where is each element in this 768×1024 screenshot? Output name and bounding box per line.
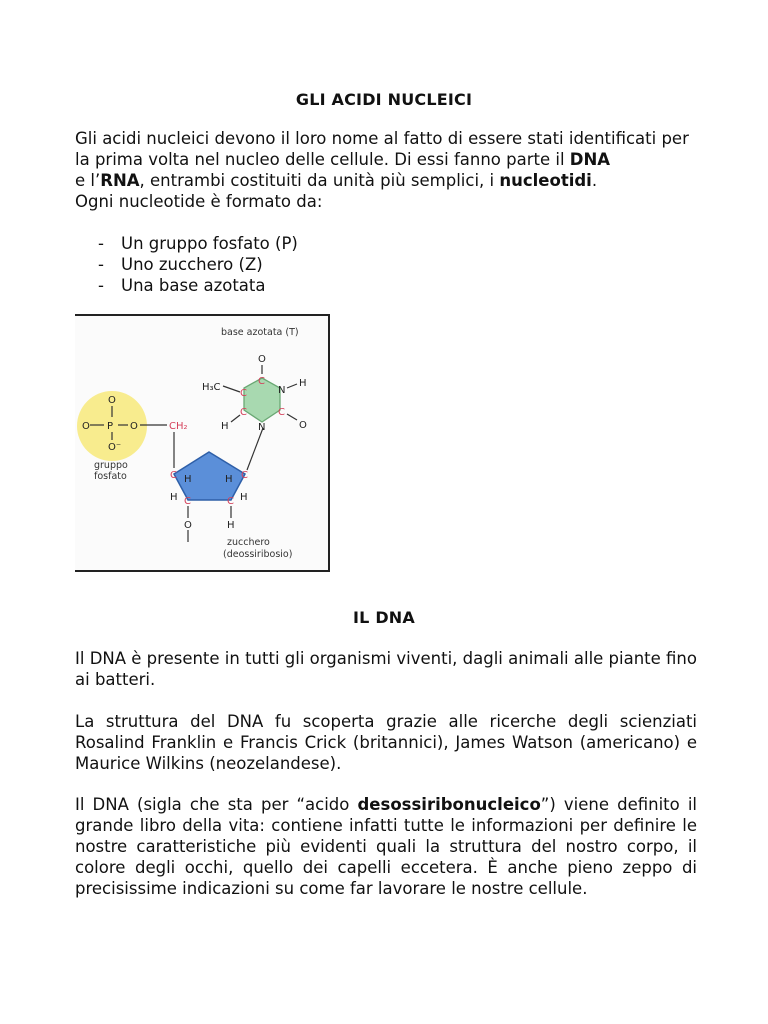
ch2-group: CH₂ bbox=[169, 421, 188, 432]
list-bullet: - bbox=[98, 276, 104, 295]
p3-bold-term: desossiribonucleico bbox=[357, 795, 541, 814]
base-n-bottom: N bbox=[258, 422, 266, 433]
intro-nucleotidi-bold: nucleotidi bbox=[499, 171, 592, 190]
base-c-left-top: C bbox=[240, 388, 247, 399]
paragraph-dna-presence: Il DNA è presente in tutti gli organismi viventi, dagli animali alle piante fino ai batteri. bbox=[75, 649, 697, 689]
list-item-text: Una base azotata bbox=[121, 276, 266, 295]
intro-text-3: , entrambi costituiti da unità più semplici, i bbox=[139, 171, 500, 190]
base-o-right: O bbox=[299, 420, 307, 431]
p3-text-2: ”) viene definito il grande libro della vita: contiene infatti tutte le informazioni per definire le nostre caratteristiche più evidenti quali la struttura del nostro corpo, il colore degli occhi, quello dei capelli eccetera. È anche pieno zeppo di precisissime indicazioni su come far lavorare le nostre cellule. bbox=[75, 795, 698, 898]
sugar-label-1: zucchero bbox=[227, 537, 270, 548]
base-c-left-bottom: C bbox=[240, 407, 247, 418]
base-h-n: H bbox=[299, 378, 307, 389]
base-h-left: H bbox=[221, 421, 229, 432]
base-o-top: O bbox=[258, 354, 266, 365]
base-h3c: H₃C bbox=[202, 382, 221, 393]
list-bullet: - bbox=[98, 234, 104, 253]
p3-text-1: Il DNA (sigla che sta per “acido bbox=[75, 795, 358, 814]
nucleotide-svg bbox=[75, 316, 328, 570]
document-title: GLI ACIDI NUCLEICI bbox=[295, 90, 473, 109]
list-item-text: Uno zucchero (Z) bbox=[121, 255, 263, 274]
list-item bbox=[98, 254, 298, 275]
intro-text-4: . bbox=[591, 171, 598, 190]
base-n-top: N bbox=[278, 385, 286, 396]
sugar-label-2: (deossiribosio) bbox=[223, 549, 293, 560]
sugar-h-c4: H bbox=[184, 474, 192, 485]
list-bullet: - bbox=[98, 255, 104, 274]
sugar-h-bottom: H bbox=[227, 520, 235, 531]
phosphate-label-2: fosfato bbox=[94, 471, 127, 482]
base-label: base azotata (T) bbox=[221, 327, 299, 338]
phosphate-label-1: gruppo bbox=[94, 460, 128, 471]
sugar-c1: C bbox=[241, 470, 248, 481]
phosphate-o-right: O bbox=[130, 421, 138, 432]
base-c-right: C bbox=[278, 407, 285, 418]
sugar-o-bottom: O bbox=[184, 520, 192, 531]
phosphate-o-left: O bbox=[82, 421, 90, 432]
phosphate-o-top: O bbox=[108, 395, 116, 406]
sugar-h-left: H bbox=[170, 492, 178, 503]
paragraph-dna-discovery: La struttura del DNA fu scoperta grazie alle ricerche degli scienziati Rosalind Franklin e Francis Crick (britannici), James Watson (americano) e Maurice Wilkins (neozelandese). bbox=[75, 712, 697, 773]
phosphate-o-bottom: O⁻ bbox=[108, 442, 122, 453]
section-title-dna: IL DNA bbox=[353, 608, 415, 627]
intro-rna-bold: RNA bbox=[100, 171, 140, 190]
list-item bbox=[98, 233, 298, 254]
intro-text-2: e l’ bbox=[75, 171, 101, 190]
list-item bbox=[98, 275, 298, 296]
intro-text-1: Gli acidi nucleici devono il loro nome al fatto di essere stati identificati per la prima volta nel nucleo delle cellule. Di essi fanno parte il bbox=[75, 129, 689, 169]
sugar-h-right: H bbox=[240, 492, 248, 503]
sugar-c3: C bbox=[184, 496, 191, 507]
list-item-text: Un gruppo fosfato (P) bbox=[121, 234, 298, 253]
intro-dna-bold: DNA bbox=[569, 150, 611, 169]
paragraph-dna-definition bbox=[75, 794, 697, 899]
sugar-h-c1: H bbox=[225, 474, 233, 485]
base-c-top: C bbox=[258, 376, 265, 387]
nucleotide-components-list bbox=[98, 233, 298, 296]
intro-line-2: Ogni nucleotide è formato da: bbox=[75, 192, 323, 211]
sugar-c4: C bbox=[170, 470, 177, 481]
nucleotide-diagram bbox=[75, 314, 330, 572]
phosphate-p: P bbox=[107, 421, 114, 432]
intro-paragraph bbox=[75, 128, 697, 212]
sugar-c2: C bbox=[227, 496, 234, 507]
